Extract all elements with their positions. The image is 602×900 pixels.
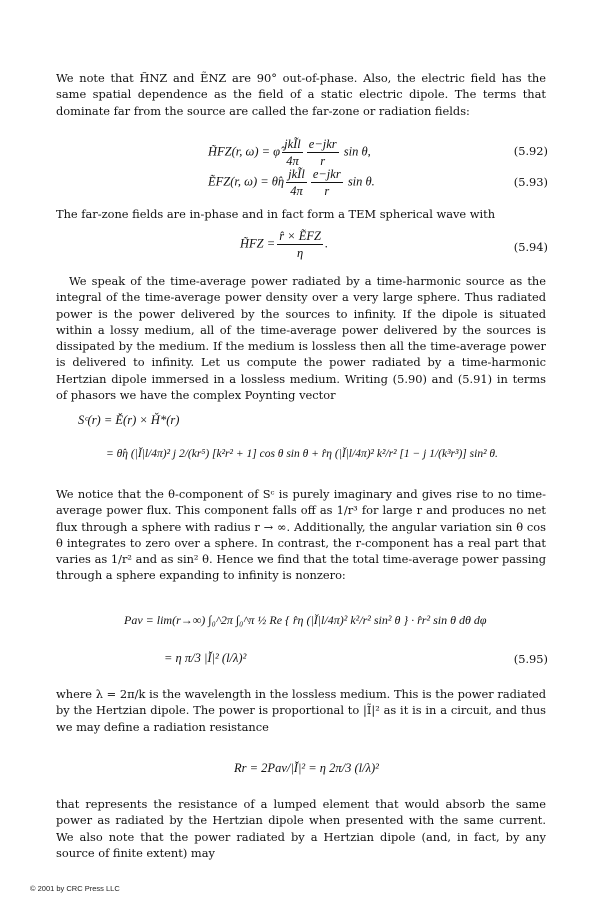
equation-pav-result: = η π/3 |Ĭ|² (l/λ)² <box>164 651 247 665</box>
eq-5-92-lhs: H̃FZ(r, ω) = φ̂ <box>208 144 281 159</box>
paragraph-lumped-element: that represents the resistance of a lumped element that would absorb the same power as radiated by the Hertzian dipole when presented with the same current. We also note that the power radiated by a Hertzian dipole (and, in fact, by any source of finite extent) may <box>56 797 546 860</box>
eq-5-92-tail: sin θ, <box>343 144 371 159</box>
equation-radiation-resistance: Rr = 2Pav/|Ĭ|² = η 2π/3 (l/λ)² <box>234 761 379 775</box>
eq-5-93-frac1: $\frac{\text{jkĨl}}{4\pi}$ <box>288 167 305 198</box>
eq-5-93-lhs: ẼFZ(r, ω) = θ̂η <box>208 174 285 189</box>
equation-5-93 <box>208 166 375 199</box>
equation-5-92 <box>208 136 371 169</box>
equation-pav-integral: Pav = lim(r→∞) ∫₀^2π ∫₀^π ½ Re { r̂η (|Ĭ|l/4π)² k²/r² sin² θ } · r̂r² sin θ dθ dφ <box>124 613 487 627</box>
eq-5-93-tail: sin θ. <box>347 174 375 189</box>
equation-poynting-lhs: Sᶜ(r) = Ě(r) × Ȟ*(r) <box>78 413 180 427</box>
eq-5-94-lhs: H̃FZ = <box>240 236 276 251</box>
eq-5-93-frac2: $\frac{\text{e−jkr}}{r}$ <box>312 167 341 198</box>
eq-5-92-frac1: $\frac{\text{jkĨl}}{4\pi}$ <box>284 137 301 168</box>
copyright-footer: © 2001 by CRC Press LLC <box>30 884 120 893</box>
paragraph-radiated-power: We speak of the time-average power radiated by a time-harmonic source as the integral of the time-average power density over a very large sphere. Thus radiated power is the power delivered by the sources to infinity. If the dipole is situated within a lossy medium, all of the time-average power delivered by the sources is dissipated by the medium. If the medium is lossless then all the time-average power is delivered to infinity. Let us compute the power radiated by a time-harmonic Hertzian dipole immersed in a lossless medium. Writing (5.90) and (5.91) in terms of phasors we have the complex Poynting vector <box>56 274 546 403</box>
eq-5-92-frac2: $\frac{\text{e−jkr}}{r}$ <box>308 137 337 168</box>
equation-number-5-94: (5.94) <box>513 240 548 254</box>
eq-5-94-tail: . <box>324 236 329 251</box>
eq-5-94-frac: $\frac{\text{r̂ × ẼFZ}}{\eta}$ <box>279 229 321 260</box>
equation-5-94 <box>240 228 328 261</box>
equation-number-5-93: (5.93) <box>513 175 548 189</box>
paragraph-tem-wave: The far-zone fields are in-phase and in fact form a TEM spherical wave with <box>56 207 496 221</box>
paragraph-far-zone-intro: We note that H̃NZ and ẼNZ are 90° out-of-phase. Also, the electric field has the same spatial dependence as the field of a static electric dipole. The terms that dominate far from the source are called the far-zone or radiation fields: <box>56 71 546 118</box>
paragraph-theta-component: We notice that the θ-component of Sᶜ is purely imaginary and gives rise to no time-average power flux. This component falls off as 1/r³ for large r and produces no net flux through a sphere with radius r → ∞. Additionally, the angular variation sin θ cos θ integrates to zero over a sphere. In contrast, the r-component has a real part that varies as 1/r² and as sin² θ. Hence we find that the total time-average power passing through a sphere expanding to infinity is nonzero: <box>56 487 546 583</box>
equation-poynting-rhs: = θ̂η (|Ĭ|l/4π)² j 2/(kr⁵) [k²r² + 1] cos θ sin θ + r̂η (|Ĭ|l/4π)² k²/r² [1 − j 1/(k³r³)] sin² θ. <box>106 448 498 460</box>
equation-number-5-95: (5.95) <box>513 652 548 666</box>
equation-number-5-92: (5.92) <box>513 144 548 158</box>
paragraph-wavelength: where λ = 2π/k is the wavelength in the lossless medium. This is the power radiated by the Hertzian dipole. The power is proportional to |Ĩ|² as it is in a circuit, and thus we may define a radiation resistance <box>56 687 546 734</box>
